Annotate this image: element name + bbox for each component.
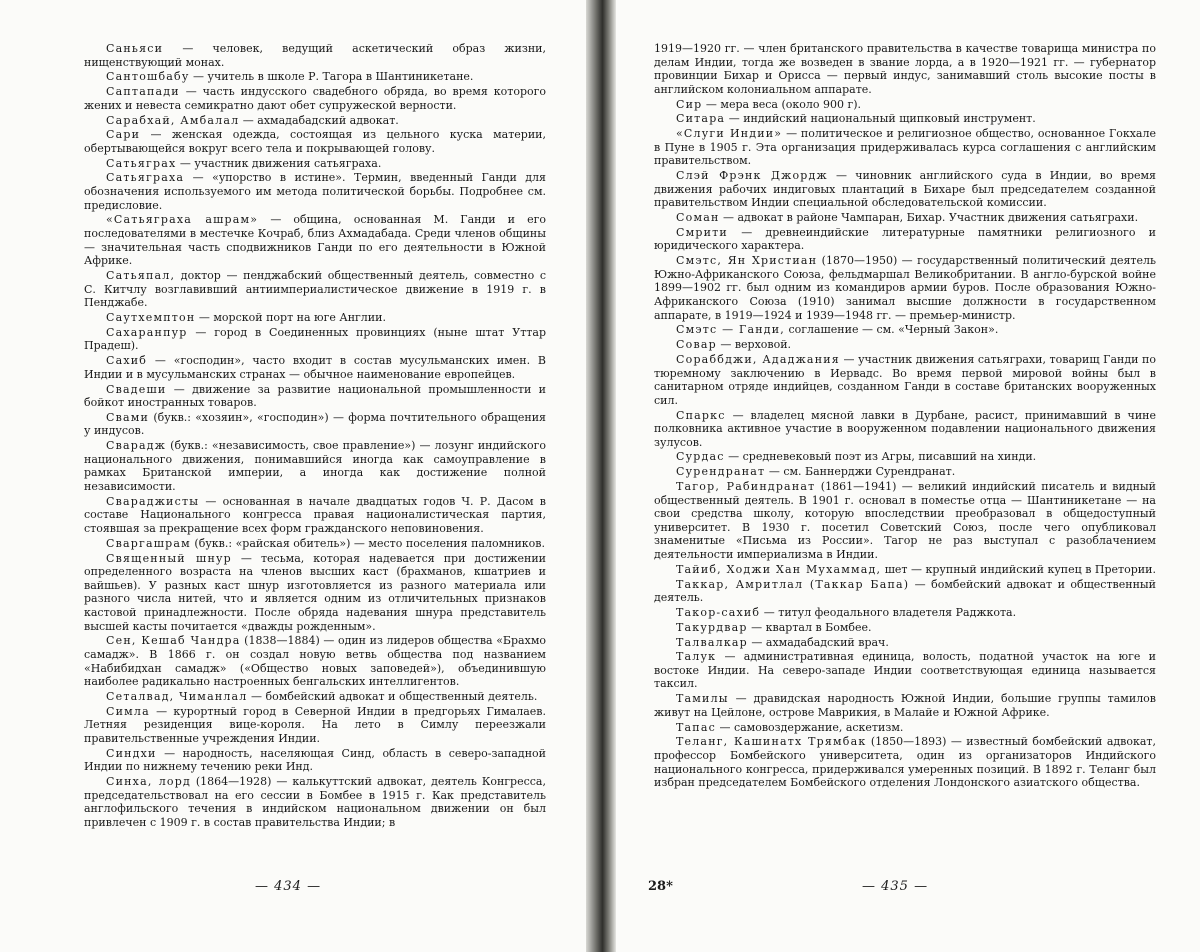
glossary-entry bbox=[84, 383, 546, 410]
entry-definition: — см. Баннерджи Сурендранат. bbox=[765, 465, 956, 479]
entry-definition: (1870—1950) — государственный политический деятель Южно-Африканского Союза, фельдмаршал Великобритании. В англо-бурской войне 1899—1902 гг. был одним из командиров армии буров. После образования Южно-Африканского Союза (1910) занимал высшие должности в государственном аппарате, в 1919—1924 и 1939—1948 гг. — премьер-министр. bbox=[654, 254, 1157, 322]
entry-definition: (букв.: «хозяин», «господин») — форма почтительного обращения у индусов. bbox=[84, 410, 546, 438]
entry-definition: — морской порт на юге Англии. bbox=[195, 310, 386, 324]
entry-term: Смэтс — Ганди, bbox=[676, 323, 785, 337]
entry-term: Такурдвар bbox=[676, 620, 748, 634]
glossary-entry bbox=[654, 353, 1156, 407]
entry-term: Синдхи bbox=[106, 746, 157, 760]
entry-definition: — политическое и религиозное общество, основанное Гокхале в Пуне в 1905 г. Эта организация придерживалась курса соглашения с английским правительством. bbox=[654, 127, 1156, 168]
glossary-entry bbox=[654, 636, 1156, 650]
entry-term: Такор-сахиб bbox=[676, 605, 761, 619]
entry-term: Свами bbox=[106, 410, 150, 424]
entry-term: Тайиб, Ходжи Хан Мухаммад, bbox=[676, 562, 882, 576]
glossary-entry bbox=[84, 495, 546, 536]
glossary-entry bbox=[654, 721, 1156, 735]
entry-definition: — титул феодального владетеля Раджкота. bbox=[760, 605, 1017, 619]
entry-definition: — движение за развитие национальной промышленности и бойкот иностранных товаров. bbox=[84, 382, 546, 410]
entry-term: Сарабхай, Амбалал bbox=[106, 113, 240, 127]
glossary-entry bbox=[84, 128, 546, 155]
entry-definition: — древнеиндийские литературные памятники религиозного и юридического характера. bbox=[654, 225, 1156, 253]
entry-term: Симла bbox=[106, 704, 150, 718]
glossary-entry bbox=[84, 747, 546, 774]
book-gutter bbox=[586, 0, 616, 952]
left-page bbox=[0, 0, 586, 952]
entry-term: Саутхемптон bbox=[106, 310, 196, 324]
glossary-entry bbox=[654, 211, 1156, 225]
continued-entry-text: 1919—1920 гг. — член британского правительства в качестве товарища министра по делам Индии, тогда же возведен в звание лорда, а в 1920—1921 гг. — губернатор провинции Бихар и Орисса — первый индус, занимавший столь высокие посты в английском колониальном аппарате. bbox=[654, 42, 1156, 96]
glossary-entry bbox=[654, 226, 1156, 253]
entry-term: Саньяси bbox=[106, 42, 164, 55]
glossary-entry bbox=[654, 112, 1156, 126]
glossary-entry bbox=[84, 157, 546, 171]
entry-term: «Сатьяграха ашрам» bbox=[106, 213, 259, 227]
entry-term: Спаркс bbox=[676, 408, 726, 422]
glossary-entry bbox=[84, 775, 546, 829]
entry-term: Сеталвад, Чиманлал bbox=[106, 689, 248, 703]
entry-term: Сатьяграх bbox=[106, 156, 177, 170]
glossary-entry bbox=[84, 705, 546, 746]
entry-term: Сахиб bbox=[106, 354, 148, 368]
entry-definition: — человек, ведущий аскетический образ жизни, нищенствующий монах. bbox=[84, 42, 546, 69]
entry-term: Талук bbox=[676, 650, 717, 664]
entry-definition: — основанная в начале двадцатых годов Ч. Р. Дасом в составе Национального конгресса правая националистическая партия, стоявшая за прекращение всех форм гражданского неповиновения. bbox=[84, 494, 546, 535]
glossary-entry bbox=[654, 409, 1156, 450]
entry-term: Свараджисты bbox=[106, 494, 200, 508]
entry-term: Таккар, Амритлал (Таккар Бапа) bbox=[676, 577, 910, 591]
entry-term: «Слуги Индии» bbox=[676, 127, 783, 141]
glossary-entry bbox=[654, 169, 1156, 210]
entry-term: Слэй Фрэнк Джордж bbox=[676, 169, 828, 183]
entry-term: Талвалкар bbox=[676, 635, 748, 649]
glossary-entry bbox=[654, 338, 1156, 352]
entry-definition: соглашение — см. «Черный Закон». bbox=[784, 323, 999, 337]
page-number-left: — 434 — bbox=[255, 879, 322, 895]
entry-term: Ситара bbox=[676, 112, 726, 126]
glossary-entry bbox=[654, 578, 1156, 605]
entry-term: Смэтс, Ян Христиан bbox=[676, 254, 818, 268]
entry-definition: — владелец мясной лавки в Дурбане, расист, принимавший в чине полковника активное участие в вооруженном подавлении национального движения зулусов. bbox=[654, 408, 1156, 449]
entry-definition: — индийский национальный щипковый инструмент. bbox=[725, 112, 1036, 126]
entry-term: Смрити bbox=[676, 225, 728, 239]
entry-definition: — чиновник английского суда в Индии, во время движения рабочих индиговых плантаций в Бихаре был председателем созданной правительством Индии специальной обследовательской комиссии. bbox=[654, 169, 1156, 210]
entry-term: Сатьяпал, bbox=[106, 269, 176, 282]
glossary-entry bbox=[654, 606, 1156, 620]
entry-definition: — участник движения сатьяграха. bbox=[176, 156, 382, 170]
glossary-entry bbox=[84, 690, 546, 704]
glossary-entry bbox=[654, 621, 1156, 635]
glossary-entry bbox=[84, 114, 546, 128]
entry-definition: — ахмадабадский адвокат. bbox=[239, 113, 399, 127]
entry-definition: — курортный город в Северной Индии в предгорьях Гималаев. Летняя резиденция вице-короля. На лето в Симлу переезжали правительственные учреждения Индии. bbox=[84, 704, 546, 745]
glossary-entry bbox=[84, 326, 546, 353]
entry-definition: — женская одежда, состоящая из цельного куска материи, обертывающейся вокруг всего тела и покрывающей голову. bbox=[84, 128, 546, 155]
glossary-entry bbox=[84, 171, 546, 212]
entry-term: Священный шнур bbox=[106, 551, 232, 565]
entry-term: Соман bbox=[676, 211, 720, 225]
entry-definition: (1864—1928) — калькуттский адвокат, деятель Конгресса, председательствовал на его сессии в Бомбее в 1915 г. Как представитель англофильского течения в индийском национальном движении он был привлечен с 1909 г. в состав правительства Индии; в bbox=[84, 775, 546, 829]
entry-definition: — ахмадабадский врач. bbox=[747, 635, 889, 649]
glossary-entry bbox=[654, 465, 1156, 479]
entry-definition: (1850—1893) — известный бомбейский адвокат, профессор Бомбейского университета, один из организаторов Индийского национального конгресса, придерживался умеренных позиций. В 1892 г. Теланг был избран председателем Бомбейского отделения Лондонского азиатского общества. bbox=[654, 735, 1156, 790]
entry-term: Свадеши bbox=[106, 382, 167, 396]
glossary-entry bbox=[84, 213, 546, 267]
entry-term: Тамилы bbox=[676, 692, 729, 706]
entry-definition: (1838—1884) — один из лидеров общества «Брахмо самадж». В 1866 г. он создал новую ветвь общества под названием «Набибидхан самадж» («Общество новых заповедей»), объединившую наиболее радикально настроенных бенгальских интеллигентов. bbox=[84, 634, 546, 689]
entry-term: Тагор, Рабиндранат bbox=[676, 480, 816, 494]
glossary-entry bbox=[84, 439, 546, 493]
glossary-entry bbox=[84, 311, 546, 325]
glossary-entry bbox=[84, 269, 546, 310]
entry-definition: — народность, населяющая Синд, область в северо-западной Индии по нижнему течению реки Инд. bbox=[84, 746, 546, 774]
glossary-entry bbox=[84, 634, 546, 688]
glossary-entry bbox=[84, 411, 546, 438]
entry-definition: — мера веса (около 900 г). bbox=[702, 97, 862, 111]
entry-term: Сваргашрам bbox=[106, 536, 191, 550]
entry-term: Сварадж bbox=[106, 439, 167, 453]
glossary-entry bbox=[654, 127, 1156, 168]
entry-term: Сантошбабу bbox=[106, 70, 190, 84]
glossary-entry bbox=[654, 254, 1156, 322]
entry-definition: (букв.: «независимость, свое правление») — лозунг индийского национального движения, понимавшийся иногда как самоуправление в рамках Британской империи, а иногда как достижение полной независимости. bbox=[84, 439, 546, 494]
entry-definition: — часть индусского свадебного обряда, во время которого жених и невеста семикратно дают обет супружеской верности. bbox=[84, 85, 546, 112]
glossary-entry bbox=[654, 692, 1156, 719]
glossary-entry bbox=[654, 323, 1156, 337]
glossary-entry bbox=[654, 480, 1156, 562]
glossary-entry bbox=[654, 98, 1156, 112]
entry-definition: — бомбейский адвокат и общественный деятель. bbox=[654, 577, 1157, 605]
entry-term: Сахаранпур bbox=[106, 325, 188, 339]
entry-definition: шет — крупный индийский купец в Претории. bbox=[881, 562, 1156, 576]
entry-definition: доктор — пенджабский общественный деятель, совместно с С. Китчлу возглавивший антиимпериалистическое движение в 1919 г. в Пенджабе. bbox=[84, 269, 546, 310]
glossary-entry bbox=[84, 537, 546, 551]
glossary-entry bbox=[84, 354, 546, 381]
entry-term: Сир bbox=[676, 97, 703, 111]
glossary-entry bbox=[84, 70, 546, 84]
entry-term: Теланг, Кашинатх Трямбак bbox=[676, 735, 867, 749]
entry-definition: — тесьма, которая надевается при достижении определенного возраста на членов высших каст (брахманов, кшатриев и вайшьев). У разных каст шнур изготовляется из разного материала или разного числа нитей, что и является одним из отличительных признаков кастовой принадлежности. После обряда надевания шнура представитель высшей касты почитается «дважды рожденным». bbox=[84, 551, 547, 633]
glossary-entry bbox=[654, 563, 1156, 577]
glossary-entry bbox=[84, 42, 546, 69]
entry-definition: — адвокат в районе Чампаран, Бихар. Участник движения сатьяграхи. bbox=[719, 211, 1139, 225]
entry-definition: — верховой. bbox=[716, 338, 792, 352]
entry-term: Сурендранат bbox=[676, 465, 766, 479]
entry-definition: — административная единица, волость, податной участок на юге и востоке Индии. На северо-западе Индии соответствующая единица называется таксил. bbox=[654, 650, 1156, 691]
entry-term: Сурдас bbox=[676, 450, 725, 464]
entry-definition: — город в Соединенных провинциях (ныне штат Уттар Прадеш). bbox=[84, 325, 546, 353]
entry-term: Сен, Кешаб Чандра bbox=[106, 634, 241, 648]
entry-definition: — «упорство в истине». Термин, введенный Ганди для обозначения используемого им метода политической борьбы. Подробнее см. предисловие. bbox=[84, 171, 546, 212]
entry-definition: (1861—1941) — великий индийский писатель и видный общественный деятель. В 1901 г. основал в поместье отца — Шантиникетане — на свои средства школу, которую впоследствии преобразовал в общедоступный университет. В 1930 г. посетил Советский Союз, после чего опубликовал знаменитые «Письма из России». Тагор не раз выступал с разоблачением деятельности империализма в Индии. bbox=[654, 480, 1157, 561]
entry-definition: — дравидская народность Южной Индии, большие группы тамилов живут на Цейлоне, острове Маврикия, в Малайе и Южной Африке. bbox=[654, 692, 1156, 719]
entry-term: Тапас bbox=[676, 720, 716, 734]
entry-term: Синха, лорд bbox=[106, 775, 191, 788]
entry-definition: — учитель в школе Р. Тагора в Шантиникетане. bbox=[189, 70, 474, 84]
right-page bbox=[616, 0, 1200, 952]
entry-term: Совар bbox=[676, 338, 717, 352]
entry-term: Сораббджи, Ададжания bbox=[676, 352, 840, 366]
entry-term: Саптапади bbox=[106, 85, 180, 99]
entry-term: Сатьяграха bbox=[106, 171, 185, 185]
entry-definition: — «господин», часто входит в состав мусульманских имен. В Индии и в мусульманских странах — обычное наименование европейцев. bbox=[84, 354, 546, 381]
entry-definition: — квартал в Бомбее. bbox=[747, 620, 872, 634]
page-number-right: — 435 — bbox=[862, 879, 929, 895]
right-entry-list bbox=[654, 98, 1156, 790]
entry-definition: — бомбейский адвокат и общественный деятель. bbox=[247, 689, 538, 703]
glossary-entry bbox=[654, 450, 1156, 464]
left-entry-list bbox=[84, 42, 546, 829]
entry-definition: — участник движения сатьяграхи, товарищ Ганди по тюремному заключению в Иервадс. Во время первой мировой войны был в санитарном отряде индийцев, созданном Ганди в составе британских вооруженных сил. bbox=[654, 352, 1156, 407]
signature-mark: 28* bbox=[648, 879, 673, 895]
glossary-entry bbox=[84, 85, 546, 112]
glossary-entry bbox=[654, 735, 1156, 789]
entry-definition: (букв.: «райская обитель») — место поселения паломников. bbox=[190, 536, 545, 550]
entry-definition: — самовоздержание, аскетизм. bbox=[715, 720, 904, 734]
glossary-entry bbox=[654, 650, 1156, 691]
entry-definition: — община, основанная М. Ганди и его последователями в местечке Кочраб, близ Ахмадабада. Среди членов общины — значительная часть сподвижников Ганди по его деятельности в Южной Африке. bbox=[84, 213, 546, 268]
entry-definition: — средневековый поэт из Агры, писавший на хинди. bbox=[724, 450, 1037, 464]
glossary-entry bbox=[84, 552, 546, 634]
entry-term: Сари bbox=[106, 128, 141, 142]
